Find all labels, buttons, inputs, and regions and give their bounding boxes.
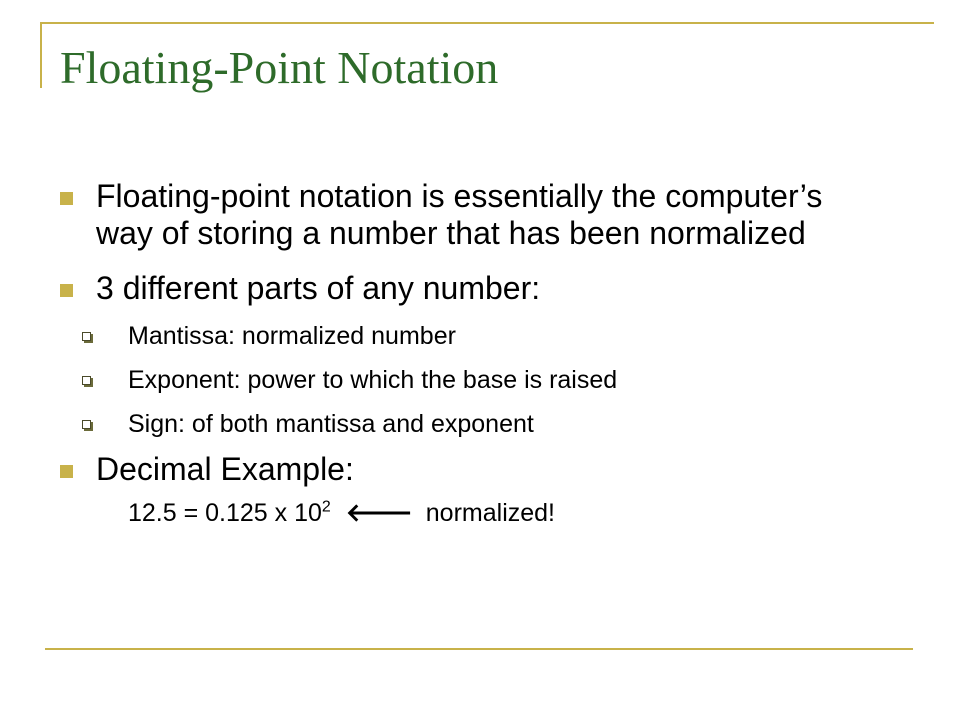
sub-bullet-item [60,365,880,395]
bullet-item [60,270,880,307]
example-exponent: 2 [321,498,331,516]
decimal-example [60,496,880,530]
bullet-text: Decimal Example: [96,451,354,487]
sub-bullet-item [60,409,880,439]
bullet-item [60,178,880,252]
sub-bullet-list [60,321,880,439]
hollow-square-bullet-icon [82,332,91,341]
left-divider [40,22,42,88]
bottom-divider [45,648,913,650]
sub-bullet-item [60,321,880,351]
example-equation: 12.5 = 0.125 x 10 [128,499,322,527]
slide-title: Floating-Point Notation [60,42,499,93]
square-bullet-icon [60,465,73,478]
sub-bullet-text: Exponent: power to which the base is raised [128,366,618,394]
square-bullet-icon [60,284,73,297]
bullet-text: Floating-point notation is essentially the computer’s way of storing a number that has been normalized [96,178,823,251]
top-divider [40,22,934,24]
left-arrow-icon: 🡐 [345,499,413,527]
hollow-square-bullet-icon [82,420,91,429]
bullet-text: 3 different parts of any number: [96,270,541,306]
square-bullet-icon [60,192,73,205]
sub-bullet-text: Mantissa: normalized number [128,322,456,350]
hollow-square-bullet-icon [82,376,91,385]
bullet-item [60,451,880,488]
sub-bullet-text: Sign: of both mantissa and exponent [128,410,534,438]
slide-content [60,178,880,530]
example-result: normalized! [425,499,556,527]
